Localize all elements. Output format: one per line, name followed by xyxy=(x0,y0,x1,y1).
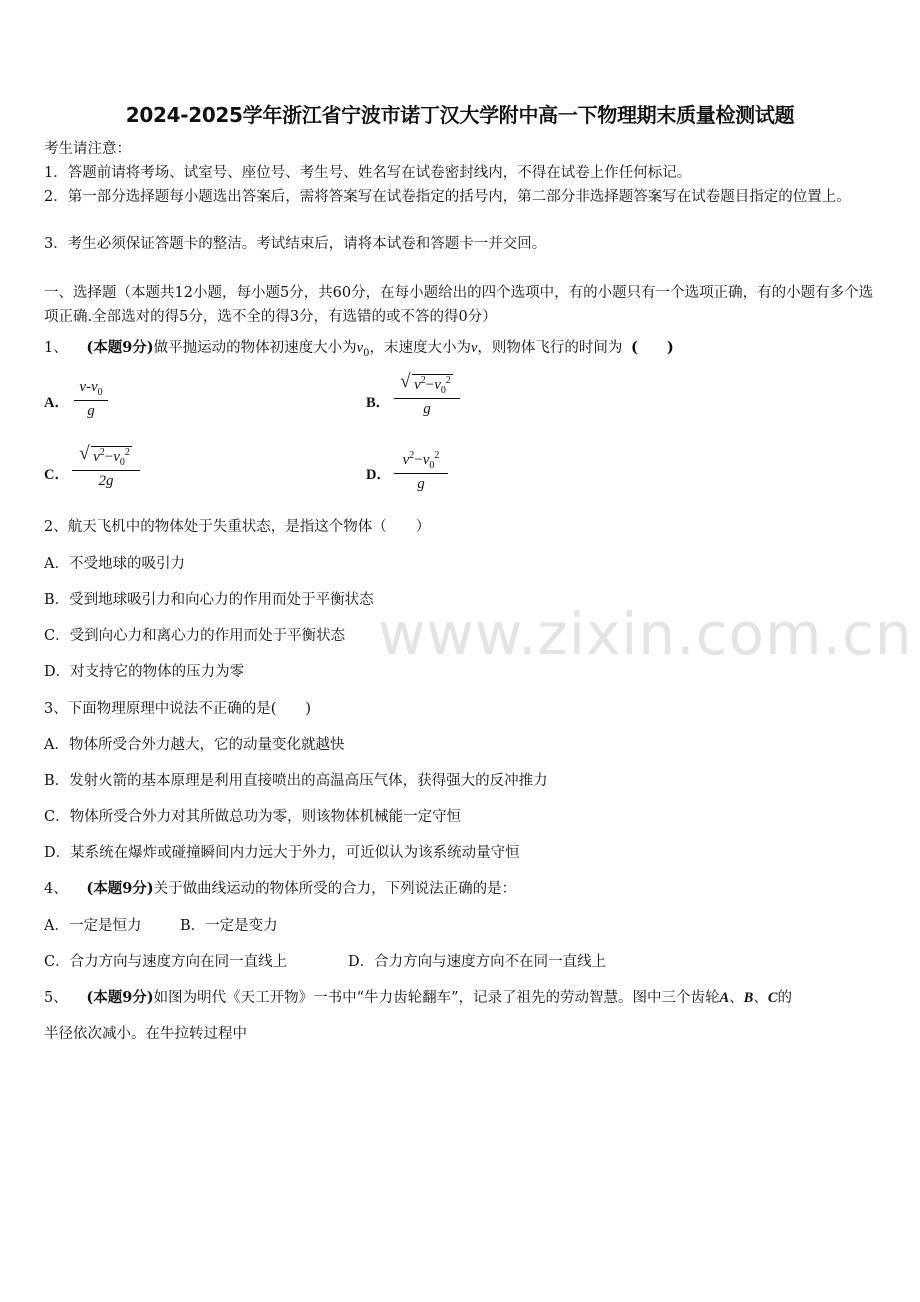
question-text: 做平抛运动的物体初速度大小为 xyxy=(153,340,357,356)
option-label: B． xyxy=(366,395,391,411)
question-2-option-b: B．受到地球吸引力和向心力的作用而处于平衡状态 xyxy=(44,592,374,608)
notice-item-3: 3．考生必须保证答题卡的整洁。考试结束后，请将本试卷和答题卡一并交回。 xyxy=(44,236,547,252)
question-text: ，则物体飞行的时间为 xyxy=(477,340,623,356)
question-4-option-c: C．合力方向与速度方向在同一直线上 xyxy=(44,954,288,970)
minus: − xyxy=(104,449,114,465)
question-text: 的 xyxy=(777,990,792,1006)
option-d-fraction xyxy=(394,450,448,493)
option-d-label xyxy=(366,465,391,485)
question-3-stem: 3、下面物理原理中说法不正确的是( ) xyxy=(44,701,312,717)
question-4-stem xyxy=(44,879,880,899)
var-v0: v xyxy=(356,340,364,356)
sub: 0 xyxy=(119,457,125,468)
denominator: g xyxy=(423,401,431,417)
option-b-fraction xyxy=(394,374,460,418)
question-tag: (本题9分) xyxy=(86,989,154,1006)
option-a-label xyxy=(44,393,69,413)
notice-item-1: 1．答题前请将考场、试室号、座位号、考生号、姓名写在试卷密封线内，不得在试卷上作任何标记。 xyxy=(44,165,692,181)
question-4-option-b: B．一定是变力 xyxy=(180,918,278,934)
question-3-option-a: A．物体所受合外力越大，它的动量变化就越快 xyxy=(44,737,345,753)
sub: 0 xyxy=(429,460,435,471)
question-text: 关于做曲线运动的物体所受的合力，下列说法正确的是： xyxy=(153,881,517,897)
question-number: 5、 xyxy=(44,990,68,1006)
option-label: A． xyxy=(44,395,69,411)
question-1-stem xyxy=(44,338,880,364)
question-3-option-c: C．物体所受合外力对其所做总功为零，则该物体机械能一定守恒 xyxy=(44,809,462,825)
question-4-option-d: D．合力方向与速度方向不在同一直线上 xyxy=(348,954,607,970)
var-v: v xyxy=(402,452,410,468)
question-2-option-d: D．对支持它的物体的压力为零 xyxy=(44,664,245,680)
question-3-option-b: B．发射火箭的基本原理是利用直接喷出的高温高压气体，获得强大的反冲推力 xyxy=(44,773,548,789)
var-v0-sub: 0 xyxy=(363,347,370,359)
separator: 、 xyxy=(729,990,744,1006)
exp: 2 xyxy=(445,375,451,386)
denominator: g xyxy=(87,403,95,419)
question-2-option-a: A．不受地球的吸引力 xyxy=(44,556,185,572)
question-2-stem: 2、航天飞机中的物体处于失重状态，是指这个物体（ ） xyxy=(44,519,431,535)
question-text: ，末速度大小为 xyxy=(369,340,471,356)
var-v: v xyxy=(414,377,421,393)
separator: 、 xyxy=(753,990,768,1006)
denominator: 2g xyxy=(98,473,114,489)
option-label: D． xyxy=(366,467,391,483)
question-number: 1、 xyxy=(44,340,68,356)
gear-a: A xyxy=(719,990,730,1006)
question-5-line-2: 半径依次减小。在牛拉转过程中 xyxy=(44,1026,247,1042)
option-c-fraction xyxy=(72,446,140,490)
gear-b: B xyxy=(743,990,754,1006)
notice-item-2: 2．第一部分选择题每小题选出答案后，需将答案写在试卷指定的括号内，第二部分非选择题答案写在试卷题目指定的位置上。 xyxy=(44,189,851,205)
exp: 2 xyxy=(409,450,415,461)
option-a-fraction xyxy=(74,379,108,420)
question-4-option-a: A．一定是恒力 xyxy=(44,918,142,934)
option-b-label xyxy=(366,393,390,413)
question-5-stem xyxy=(44,988,880,1008)
question-tag: (本题9分) xyxy=(86,339,154,356)
exp: 2 xyxy=(124,447,130,458)
answer-paren: ( ) xyxy=(631,339,674,356)
minus: − xyxy=(425,377,435,393)
question-3-option-d: D．某系统在爆炸或碰撞瞬间内力远大于外力，可近似认为该系统动量守恒 xyxy=(44,845,520,861)
question-number: 4、 xyxy=(44,881,68,897)
watermark: www.zixin.com.cn xyxy=(378,600,913,668)
minus: − xyxy=(414,452,423,468)
question-text: 如图为明代《天工开物》一书中“牛力齿轮翻车”，记录了祖先的劳动智慧。图中三个齿轮 xyxy=(153,990,720,1006)
question-tag: (本题9分) xyxy=(86,880,154,897)
numerator: v-v xyxy=(79,379,98,395)
section-heading: 一、选择题（本题共12小题，每小题5分，共60分，在每小题给出的四个选项中，有的小题只有一个选项正确，有的小题有多个选项正确.全部选对的得5分，选不全的得3分，有选错的或不答的得0分） xyxy=(44,285,874,325)
page-title: 2024-2025学年浙江省宁波市诺丁汉大学附中高一下物理期末质量检测试题 xyxy=(125,103,795,127)
option-c-label xyxy=(44,465,69,485)
var-v: v xyxy=(93,449,100,465)
exp: 2 xyxy=(99,447,105,458)
denominator: g xyxy=(417,476,425,492)
var-v0: v xyxy=(113,449,120,465)
question-2-option-c: C．受到向心力和离心力的作用而处于平衡状态 xyxy=(44,628,346,644)
var-v0: v xyxy=(422,452,430,468)
var-v: v xyxy=(470,340,478,356)
option-label: C． xyxy=(44,467,69,483)
numerator-sub: 0 xyxy=(97,387,103,398)
notice-heading: 考生请注意： xyxy=(44,141,131,157)
exp: 2 xyxy=(420,375,426,386)
sub: 0 xyxy=(440,385,446,396)
exp: 2 xyxy=(434,450,440,461)
var-v0: v xyxy=(434,377,441,393)
gear-c: C xyxy=(767,990,778,1006)
